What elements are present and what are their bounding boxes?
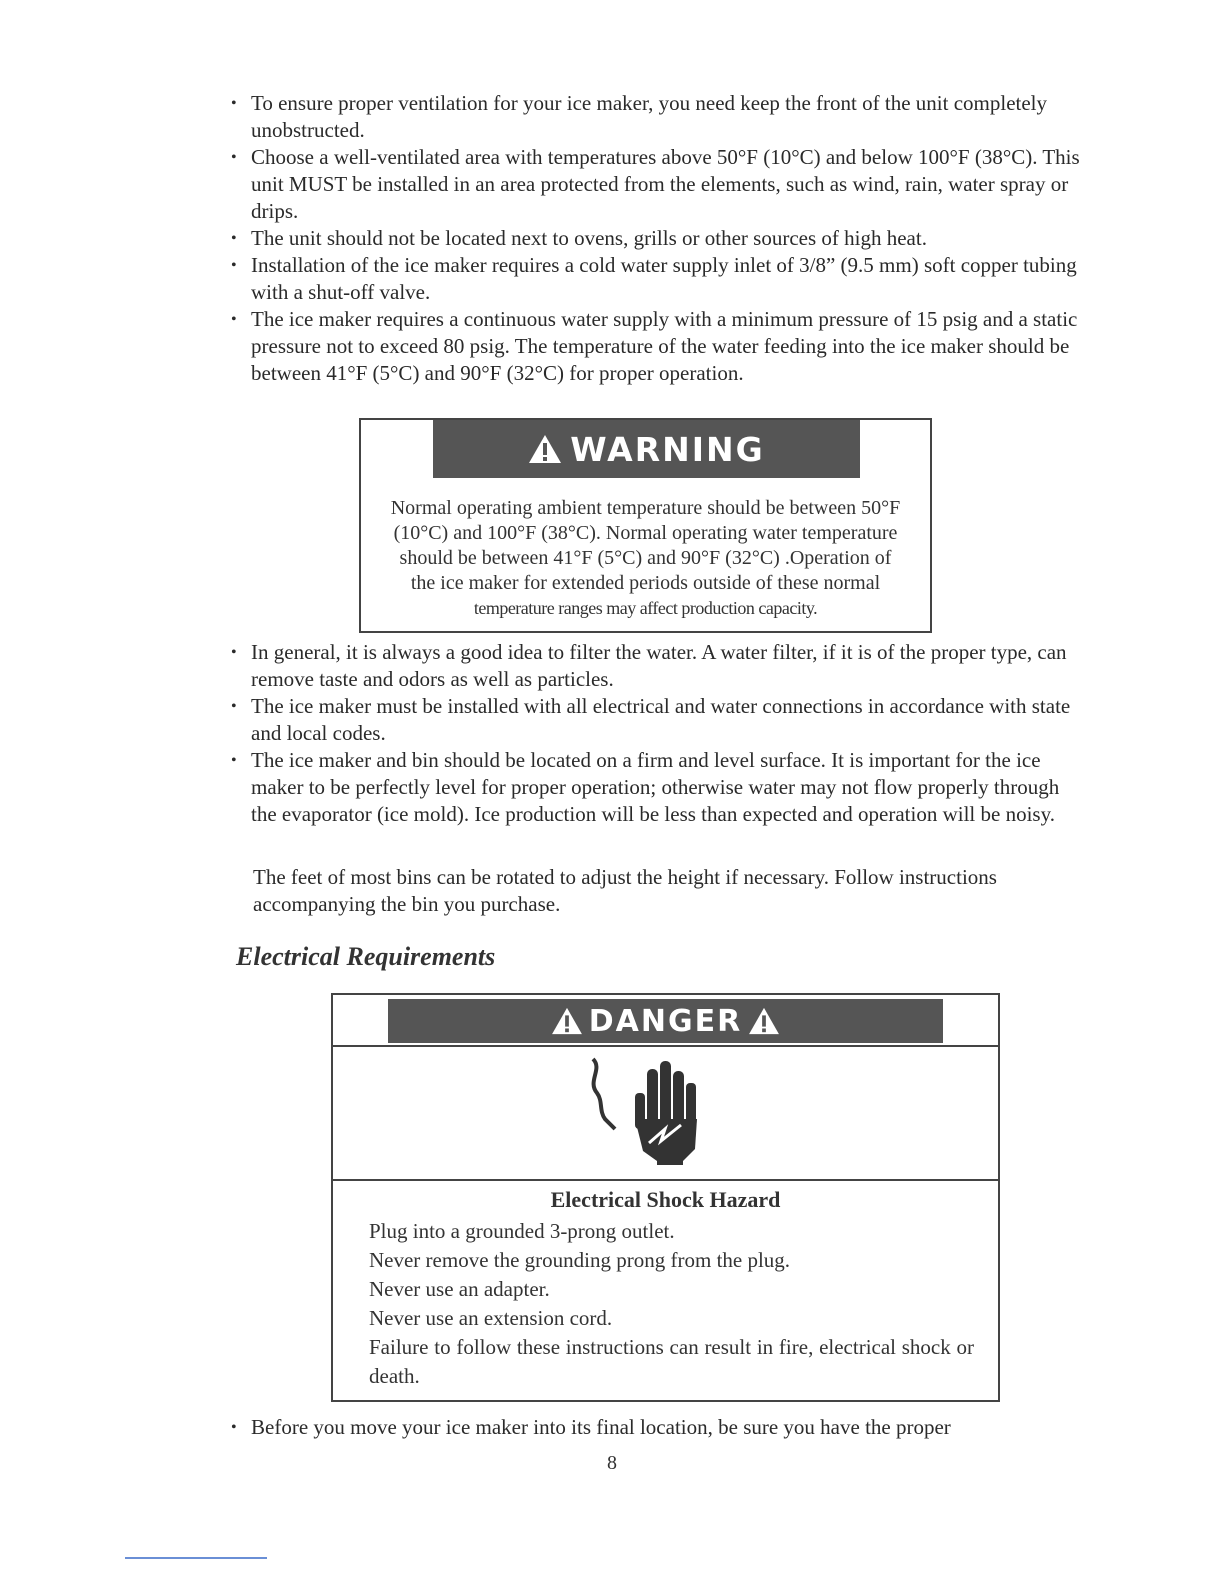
list-item: • The unit should not be located next to ovens, grills or other sources of high heat. — [231, 225, 1081, 252]
warning-box — [359, 418, 932, 633]
list-item: • The ice maker requires a continuous water supply with a minimum pressure of 15 psig and a static pressure not to exceed 80 psig. The temperature of the water feeding into the ice maker should be between 41°F (5°C) and 90°F (32°C) for proper operation. — [231, 306, 1081, 387]
warning-line: temperature ranges may affect production capacity. — [473, 598, 818, 618]
placement-bullet-list — [231, 639, 1081, 828]
divider — [333, 1179, 998, 1181]
move-bullet-list — [231, 1414, 1081, 1441]
danger-line: Never use an extension cord. — [369, 1306, 613, 1330]
installation-bullet-list — [231, 90, 1081, 387]
list-item: • Choose a well-ventilated area with temperatures above 50°F (10°C) and below 100°F (38°C). This unit MUST be installed in an area protected from the elements, such as wind, rain, water spray or drips. — [231, 144, 1081, 225]
warning-banner — [433, 420, 860, 478]
warning-text — [367, 496, 924, 621]
danger-line: Never remove the grounding prong from the plug. — [369, 1248, 791, 1272]
section-title: Electrical Requirements — [236, 942, 496, 971]
danger-label: DANGER — [588, 1003, 743, 1039]
warning-line: should be between 41°F (5°C) and 90°F (32°C) .Operation of — [399, 547, 892, 569]
danger-instructions — [369, 1217, 974, 1391]
list-item: • The ice maker and bin should be located on a firm and level surface. It is important for the ice maker to be perfectly level for proper operation; otherwise water may not flow properly through the evaporator (ice mold). Ice production will be less than expected and operation will be noisy. — [231, 747, 1081, 828]
warning-label: WARNING — [570, 429, 765, 469]
divider — [333, 1045, 998, 1047]
footer-divider — [125, 1557, 267, 1559]
danger-line: Plug into a grounded 3-prong outlet. — [369, 1219, 675, 1243]
warning-line: Normal operating ambient temperature should be between 50°F — [390, 497, 901, 519]
danger-line: Never use an adapter. — [369, 1277, 550, 1301]
page-number: 8 — [607, 1452, 617, 1474]
electric-shock-hand-icon — [585, 1053, 725, 1165]
warning-triangle-icon — [748, 1007, 780, 1035]
warning-triangle-icon — [528, 434, 562, 464]
danger-box — [331, 993, 1000, 1402]
danger-line: Failure to follow these instructions can result in fire, electrical shock or death. — [369, 1335, 974, 1388]
list-item: • The ice maker must be installed with all electrical and water connections in accordance with state and local codes. — [231, 693, 1081, 747]
danger-banner — [388, 999, 943, 1043]
feet-paragraph: The feet of most bins can be rotated to adjust the height if necessary. Follow instructions accompanying the bin you purchase. — [253, 865, 997, 916]
list-item: • To ensure proper ventilation for your ice maker, you need keep the front of the unit completely unobstructed. — [231, 90, 1081, 144]
list-item: • In general, it is always a good idea to filter the water. A water filter, if it is of the proper type, can remove taste and odors as well as particles. — [231, 639, 1081, 693]
warning-triangle-icon — [551, 1007, 583, 1035]
list-item: • Before you move your ice maker into its final location, be sure you have the proper — [231, 1414, 1081, 1441]
danger-title: Electrical Shock Hazard — [550, 1187, 781, 1212]
warning-line: the ice maker for extended periods outside of these normal — [410, 572, 881, 594]
warning-line: (10°C) and 100°F (38°C). Normal operating water temperature — [393, 522, 898, 544]
list-item: • Installation of the ice maker requires a cold water supply inlet of 3/8” (9.5 mm) soft copper tubing with a shut-off valve. — [231, 252, 1081, 306]
